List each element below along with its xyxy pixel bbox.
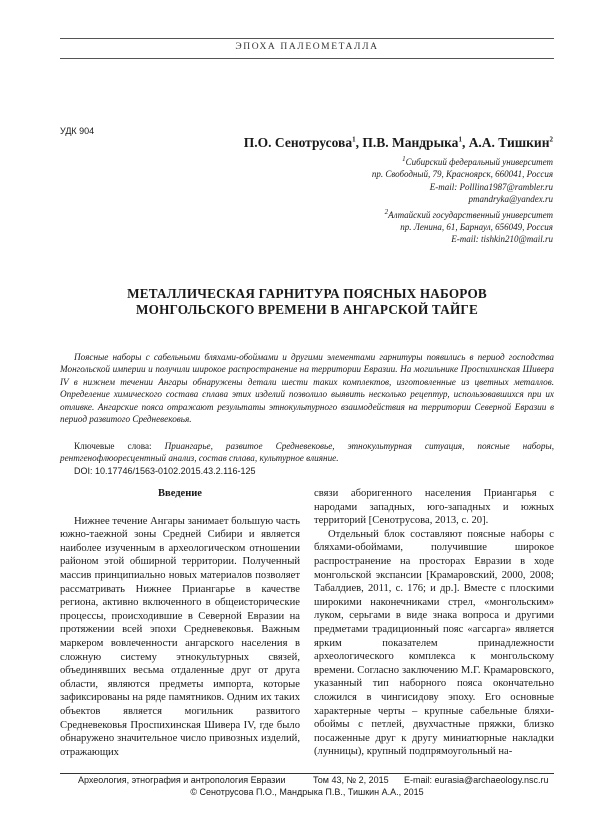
keywords-label: Ключевые слова: [74,441,165,451]
authors-block [193,135,553,246]
footer-rule [60,773,554,774]
affiliation-line: пр. Ленина, 61, Барнаул, 656049, Россия [400,222,553,233]
footer-email: E-mail: eurasia@archaeology.nsc.ru [404,775,549,785]
footer-journal-name: Археология, этнография и антропология Евразии [78,775,286,785]
udc-code: УДК 904 [60,126,95,136]
title-line-1: МЕТАЛЛИЧЕСКАЯ ГАРНИТУРА ПОЯСНЫХ НАБОРОВ [127,286,487,301]
left-column [60,487,300,759]
header-rule-bottom [60,58,554,59]
right-column [314,487,554,759]
article-title [60,286,554,317]
keywords-list: Приангарье, развитое Средневековье, этнокультурная ситуация, поясные наборы, рентгенофлюоресцентный анализ, состав сплава, культурное влияние. [60,441,555,464]
affiliation-line: пр. Свободный, 79, Красноярск, 660041, Россия [371,169,553,180]
footer-copyright: © Сенотрусова П.О., Мандрыка П.В., Тишкин А.А., 2015 [190,787,424,797]
doi: DOI: 10.17746/1563-0102.2015.43.2.116-125 [74,466,256,476]
abstract: Поясные наборы с сабельными бляхами-обоймами и другими элементами гарнитуры появились в период господства Монгольской империи и получили широкое распространение на территории Евразии. На могильнике Проспихинская Шивера IV в нижнем течении Ангары обнаружены детали шести таких комплектов, изготовленные из цветных металлов. Определение химического состава сплава этих изделий позволило выявить несколько рецептур, использовавшихся при их отливке. Ангарские пояса отражают результаты этнокультурного взаимодействия на территории Северной Евразии в период развитого Средневековья. [60,352,554,425]
affiliation-line: E-mail: tishkin210@mail.ru [451,234,553,245]
paragraph: Отдельный блок составляют поясные наборы с бляхами-обоймами, получившие широкое распространение на просторах Евразии в ходе монгольской экспансии [Крамаровский, 2000, 2008; Табалдиев, 2011, с. 176; и др.]. Вместе с плоскими широкими наконечниками стрел, «монгольским» луком, серьгами в виде знака вопроса и другими предметами традиционный пояс «агсарга» является ярким показателем принадлежности археологического комплекса к монгольскому времени. Согласно заключению М.Г. Крамаровского, указанный тип наборного пояса окончательно сложился в чингисидову эпоху. Его основные характерные черты – крупные сабельные бляхи-обоймы с петлей, двухчастные пряжки, близко посаженные друг к другу миниатюрные накладки (лунницы), крупный подпрямоугольный на- [314,528,554,758]
affiliation-line: pmandryka@yandex.ru [468,194,553,205]
paragraph: связи аборигенного населения Приангарья с народами западных, юго-западных и южных территорий [Сенотрусова, 2013, с. 20]. [314,488,554,527]
paragraph: Нижнее течение Ангары занимает большую часть южно-таежной зоны Средней Сибири и является наиболее изученным в археологическом отношении районом этой обширной территории. Полученный массив принципиально новых материалов позволяет рассматривать Нижнее Приангарье в качестве региона, активно включенного в общеисторические процессы, происходившие в Северной Евразии на протяжении всей эпохи Средневековья. Важным маркером вовлеченности ангарского населения в сложную систему этнокультурных связей, объединявших весьма отдаленные друг от друга области, являются предметы импорта, которые зафиксированы на ряде памятников. Одним их таких объектов является могильник развитого Средневековья Проспихинская Шивера IV, где было обнаружено значительное число привозных изделий, отражающих [60,515,300,758]
author-names: П.О. Сенотрусова$^1$, П.В. Мандрыка$^1$, А.А. Тишкин$^2$ [243,135,553,150]
header-rule-top [60,38,554,39]
running-head: ЭПОХА ПАЛЕОМЕТАЛЛА [235,42,379,52]
section-heading-introduction: Введение [158,488,202,499]
footer-volume: Том 43, № 2, 2015 [313,775,389,785]
title-line-2: МОНГОЛЬСКОГО ВРЕМЕНИ В АНГАРСКОЙ ТАЙГЕ [135,301,479,317]
keywords [60,440,554,465]
affiliations [193,153,553,246]
affiliation-line: $^2$Алтайский государственный университет [384,207,553,220]
affiliation-line: $^1$Сибирский федеральный университет [402,155,553,167]
affiliation-line: E-mail: Polllina1987@rambler.ru [429,181,553,192]
